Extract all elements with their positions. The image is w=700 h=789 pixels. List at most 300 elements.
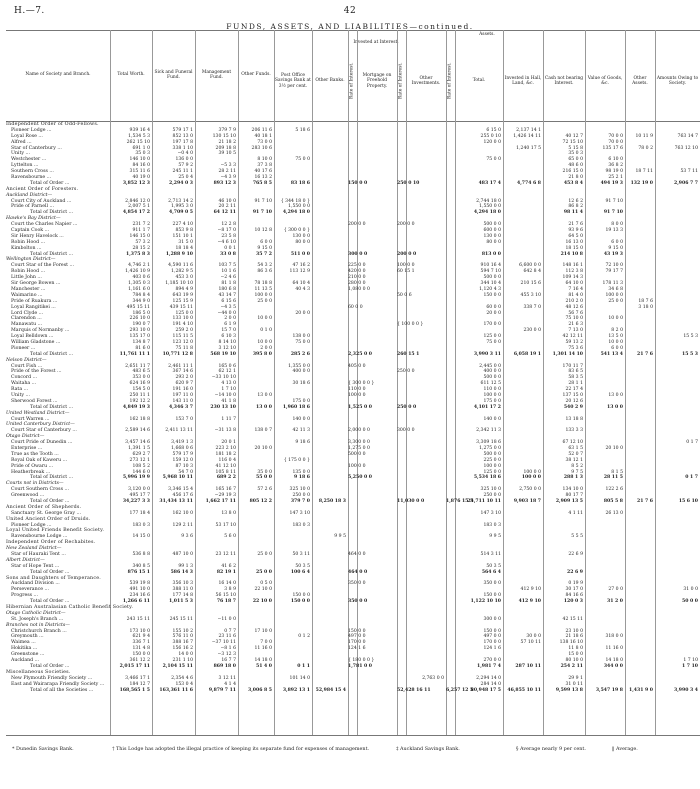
table-body [6,122,700,734]
table-cell: 200 0 0 [397,251,417,257]
table-cell: 9,903 18 7 [513,499,541,504]
table-cell: 178 11 3 [602,281,623,287]
table-cell: 344 10 4 [480,281,501,287]
col-header-mortgage: Mortgage on Freehold Property. [362,72,392,89]
row-name: Court Star of the Forest ... [11,263,74,269]
table-cell: 1,550 0 0 [479,204,501,210]
row-name: Royal Oak of Kaweru ... [11,457,68,463]
row-name: Auckland Division ... [11,581,60,587]
table-cell: 4 13 0 [221,381,236,387]
table-cell: 620 9 7 [175,381,193,387]
row-name: Hawke's Bay District— [6,216,61,222]
table-cell: 586 14 3 [170,569,193,575]
table-cell: 168,565 1 5 [119,687,150,693]
table-cell: 70 0 0 [608,133,623,139]
table-bottom-rule [6,735,700,736]
table-cell: 41 12 10 [215,463,236,469]
table-cell: 805 12 2 [249,499,272,504]
table-cell: 35 0 0 [257,469,272,475]
table-cell: 2,445 0 0 [479,363,501,369]
col-header-owing: Amounts Owing to Society. [656,75,699,86]
table-cell: 1,282 9 5 [171,269,193,275]
table-cell: 43 19 3 [603,251,623,257]
table-cell: 225 0 0 [483,457,501,463]
rate-other-label: Rate of Interest. [447,62,453,100]
table-cell: 165 16 7 [215,487,236,493]
table-cell: 6 15 6 [221,298,236,304]
table-cell: 270 0 0 [483,658,501,664]
table-cell: 115 11 5 [172,334,193,340]
table-cell: 9 18 6 [295,440,310,446]
row-name: Greymouth ... [11,634,44,640]
table-cell: 1,120 4 3 [479,286,501,292]
table-cell: 2,909 13 5 [555,499,583,504]
table-cell: 11,761 11 1 [119,351,150,357]
table-cell: 197 17 8 [172,139,193,145]
table-cell: 129 2 11 [172,522,193,528]
table-cell: 75 10 0 [565,316,583,322]
table-cell: 5,534 18 6 [473,475,501,481]
table-cell: −14 10 0 [214,392,236,398]
table-cell: 125 0 0 [483,334,501,340]
table-cell: 4,346 3 7 [169,404,193,410]
table-cell: 57 2 6 [257,487,272,493]
table-cell: 31,434 13 11 [159,499,193,504]
table-cell: 642 8 4 [523,269,541,275]
row-name: Pioneer Lodge ... [11,127,52,133]
table-cell: 3,990 3 4 [674,687,698,693]
table-cell: 91 7 10 [254,198,272,204]
table-cell: 1,301 14 10 [552,351,583,357]
table-cell: 100 0 0 [605,292,623,298]
table-cell: 47 16 2 [292,263,310,269]
table-cell: 86 8 2 [568,204,583,210]
table-cell: 144 6 0 [132,469,150,475]
table-cell: 120 0 3 [563,599,583,605]
col-header-sick-funeral: Sick and Funeral Fund. [154,69,193,80]
table-cell: 98 11 4 [563,210,583,216]
table-cell: 6 0 0 [611,239,623,245]
table-cell: 60 0 0 [486,304,501,310]
table-cell: 197 11 0 [172,392,193,398]
table-cell: 138 16 10 [559,640,583,646]
table-cell: 283 10 6 [251,145,272,151]
table-cell: 18 7 6 [638,298,653,304]
row-name: Independent Order of Rechabites. [6,540,96,546]
table-cell: 234 16 6 [129,593,150,599]
row-name: Total of District ... [30,210,74,216]
table-cell: 18 15 0 [565,245,583,251]
table-cell: 64 12 11 [213,210,236,216]
rate-banks-label: Rate of Interest. [349,62,355,100]
table-cell: 13 18 8 [565,416,583,422]
table-cell: 9 7 5 [571,469,583,475]
table-cell: 495 15 11 [126,304,150,310]
table-cell: 1,550 0 0 [288,204,310,210]
table-cell: 514 3 11 [480,552,501,558]
table-cell: 356 10 3 [172,581,193,587]
table-cell: 15 5 3 [683,334,698,340]
table-cell: 564 6 4 [481,569,501,575]
table-cell: −31 13 8 [214,428,236,434]
table-cell: 34,227 3 3 [122,499,150,504]
table-cell: 0 19 9 [568,581,583,587]
col-header-cash: Cash not bearing Interest. [544,75,584,86]
table-cell: 500 0 0 [348,451,366,457]
table-cell: 2,651 11 7 [125,363,150,369]
table-cell: 576 11 0 [172,634,193,640]
table-cell: 1 11 7 [221,416,236,422]
table-cell: 9,879 7 11 [208,687,236,693]
table-cell: 6 1 9 [224,322,236,328]
table-cell: 500 0 0 [483,451,501,457]
table-cell: 31 2 0 [607,599,623,605]
table-cell: 57 10 11 [520,640,541,646]
table-cell: 8 5 2 [571,463,583,469]
table-cell: 147 3 10 [289,510,310,516]
table-cell: 1 7 10 [683,658,698,664]
row-name: Manawatu ... [11,322,43,328]
table-cell: 135 0 0 [292,469,310,475]
table-cell: 227 4 10 [172,222,193,228]
table-cell: 21 6 3 [568,322,583,328]
table-cell: −4 3 9 [220,175,236,181]
table-cell: −8 17 0 [217,228,236,234]
table-cell: 4,849 19 3 [122,404,150,410]
table-cell: 78 18 8 [254,281,272,287]
table-cell: 500 0 0 [483,375,501,381]
row-name: Star of Hauraki Tent ... [11,552,66,558]
table-cell: 225 0 0 [348,263,366,269]
table-cell: 40 12 7 [565,133,583,139]
table-cell: 259 2 0 [175,328,193,334]
row-name: Albert District— [6,557,45,563]
table-cell: 91 7 10 [252,210,272,216]
table-cell: 124 1 6 [483,646,501,652]
table-cell: 130 15 10 [212,133,236,139]
table-cell: 40 19 0 [132,175,150,181]
table-cell: 200 0 0 [348,222,366,228]
table-cell: 125 15 9 [172,298,193,304]
table-cell: 31 5 0 [178,239,193,245]
table-cell: 4,746 2 1 [128,263,150,269]
col-header-other-assets: Other Assets. [632,75,648,86]
row-name: Pride of Owaru ... [11,463,54,469]
row-name: Sons and Daughters of Temperance. [6,575,102,581]
table-cell: 325 10 0 [480,487,501,493]
row-name: Waitaha ... [11,381,37,387]
table-cell: 23 12 11 [215,552,236,558]
table-cell: 170 0 0 [348,640,366,646]
table-cell: 3,346 15 4 [168,487,193,493]
table-cell: 0 1 0 [260,328,272,334]
table-cell: 110 0 0 [483,387,501,393]
table-cell: 54 3 2 [257,263,272,269]
table-cell: 262 15 10 [126,139,150,145]
col-header-rate-banks [348,42,357,120]
table-cell: 568 19 10 [210,351,236,357]
table-cell: 138 0 0 [292,334,310,340]
table-cell: 0 1 1 [297,663,310,669]
total-row [6,688,700,694]
table-cell: 403 0 6 [132,275,150,281]
table-cell: 146 10 0 [129,157,150,163]
table-cell: 50 0 0 [682,599,698,605]
table-cell: 15 5 3 [682,351,698,357]
table-cell: 1,668 0 6 [171,445,193,451]
table-cell: 1,305 0 3 [128,281,150,287]
table-cell: 230 0 0 [523,328,541,334]
table-cell: 134 10 0 [562,487,583,493]
table-cell: 25 0 0 [257,552,272,558]
table-cell: 56 7 6 [568,310,583,316]
table-cell: { 180 0 0 } [348,658,375,664]
table-cell: { 175 0 0 } [283,457,310,463]
table-cell: 140 0 0 [483,416,501,422]
table-cell: 23 5 8 [221,233,236,239]
table-cell: 16 14 0 [218,581,236,587]
table-cell: 5 6 0 [224,534,236,540]
table-cell: 30 0 0 [526,634,541,640]
table-cell: 4 1 11 [568,510,583,516]
table-cell: 75 11 8 [175,345,193,351]
row-name: St. Joseph's Branch ... [11,616,64,622]
table-cell: 10 0 0 [257,316,272,322]
table-cell: 10 1 6 [221,269,236,275]
table-cell: 338 7 0 [523,304,541,310]
row-name: Sir Henry Havelock ... [11,233,64,239]
table-cell: 12 6 2 [568,198,583,204]
table-cell: 223 2 10 [215,445,236,451]
row-name: Progress ... [11,593,39,599]
row-name: Alfred ... [11,139,32,145]
table-cell: 30 18 6 [292,381,310,387]
table-cell: 6 10 3 [221,334,236,340]
table-cell: 46,855 10 11 [507,687,541,693]
table-cell: 137 15 0 [562,392,583,398]
table-cell: 285 2 6 [290,351,310,357]
table-cell: 40 4 3 [295,286,310,292]
table-cell: 1,122 10 10 [470,599,501,605]
table-cell: 0 7 7 [224,628,236,634]
table-cell: 869 18 0 [213,663,236,669]
table-cell: 98 19 0 [605,169,623,175]
table-cell: 192 12 2 [129,398,150,404]
table-cell: 14 15 0 [132,534,150,540]
col-header-rate-other [446,42,455,120]
table-cell: 41 1 8 [221,398,236,404]
table-cell: 7 16 4 [568,286,583,292]
table-cell: 600 0 0 [483,228,501,234]
table-cell: −8 1 6 [220,646,236,652]
table-cell: 100 0 0 [483,463,501,469]
table-cell: 23 11 6 [218,634,236,640]
row-name: Waimarino ... [11,292,43,298]
row-name: Kimbolton ... [11,245,42,251]
table-cell: 135 17 6 [602,145,623,151]
footnote-3: ‡ Auckland Savings Bank. [396,746,460,752]
table-cell: 55 0 0 [256,475,272,481]
row-name: Sir George Bowen ... [11,281,61,287]
table-cell: 2,137 14 1 [516,127,541,133]
table-cell: 20 0 1 [221,440,236,446]
table-cell: 150 0 0 [132,652,150,658]
table-cell: 21 7 6 [637,499,653,504]
table-cell: 183 0 3 [132,522,150,528]
table-cell: 3,309 18 6 [476,440,501,446]
table-cell: 250 0 0 [397,404,417,410]
table-cell: 288 1 3 [563,475,583,481]
table-cell: 10 0 0 [608,316,623,322]
table-cell: 4,294 18 0 [473,210,501,216]
table-cell: 388 16 7 [172,640,193,646]
table-cell: 250 11 1 [129,392,150,398]
table-cell: 1,185 10 10 [165,281,193,287]
table-cell: 48 6 0 [568,163,583,169]
table-cell: 116 0 4 [218,457,236,463]
table-cell: { 100 0 0 } [397,322,424,328]
table-cell: 210 0 0 [348,275,366,281]
table-cell: 1,080 0 0 [348,286,370,292]
row-name: Ancient Order of Foresters. [6,186,79,192]
table-cell: 53 17 10 [215,522,236,528]
table-cell: 260 15 1 [397,351,420,357]
table-cell: 20 2 11 [218,204,236,210]
table-cell: 255 0 10 [480,133,501,139]
table-cell: 191 4 10 [172,322,193,328]
table-cell: 130 0 0 [292,233,310,239]
table-cell: 1,161 6 0 [128,286,150,292]
table-cell: 400 0 0 [292,369,310,375]
table-cell: 245 15 11 [169,616,193,622]
table-cell: 50 3 5 [486,563,501,569]
table-cell: −2 4 6 [220,275,236,281]
table-cell: 31 0 0 [683,587,698,593]
table-cell: 35 0 3 [568,151,583,157]
table-cell: 130 0 0 [483,233,501,239]
table-cell: 3,892 13 1 [282,687,310,693]
table-cell: 112 3 8 [565,269,583,275]
footnotes [0,744,700,758]
table-cell: 497 0 0 [348,634,366,640]
col-header-rate-mortgage [397,42,406,120]
table-cell: 10 0 0 [257,339,272,345]
table-cell: 100 0 0 [254,292,272,298]
table-cell: 108 5 2 [132,463,150,469]
table-cell: 455 3 10 [520,292,541,298]
table-cell: 210 15 6 [520,281,541,287]
table-cell: 500 0 0 [483,275,501,281]
table-cell: 186 5 0 [132,310,150,316]
table-cell: 150 0 0 [348,628,366,634]
row-name: Marquis of Normanby ... [11,328,70,334]
table-cell: 2,294 14 0 [476,675,501,681]
table-cell: 67 12 10 [562,440,583,446]
row-name: Total of District ... [30,404,74,410]
table-cell: 22 6 9 [567,569,583,575]
table-cell: 5,250 0 0 [348,475,372,481]
row-name: Star of Canterbury ... [11,145,62,151]
table-cell: 21 18 6 [565,634,583,640]
table-cell: 344 0 0 [603,663,623,669]
table-cell: 412 9 10 [520,587,541,593]
table-cell: 293 10 0 [129,328,150,334]
table-cell: 273 12 1 [129,457,150,463]
table-cell: 155 10 2 [172,628,193,634]
row-name: Loyal United Friends Benefit Society. [6,528,105,534]
table-cell: 16 13 2 [254,175,272,181]
table-cell: 412 9 10 [518,599,541,605]
table-cell: { 300 0 0 } [348,381,375,387]
table-cell: 91 7 10 [603,210,623,216]
table-cell: 20 0 0 [295,310,310,316]
table-cell: −0 4 0 [177,151,193,157]
table-cell: 75 0 0 [486,157,501,163]
table-cell: 64 10 4 [292,281,310,287]
table-cell: −4 6 10 [217,239,236,245]
table-cell: 24,711 10 11 [467,499,501,504]
col-header-total-worth: Total Worth. [117,72,145,78]
table-cell: 243 15 11 [126,616,150,622]
row-name: Lyttelton ... [11,163,39,169]
table-cell: 151 10 1 [172,233,193,239]
table-cell: 876 15 1 [127,569,150,575]
table-cell: 405 0 0 [348,363,366,369]
row-name: Hokitika ... [11,646,38,652]
table-cell: 83 6 5 [568,369,583,375]
table-cell: 325 10 0 [289,487,310,493]
table-cell: 25 0 0 [257,298,272,304]
table-cell: 250 0 0 [397,369,415,375]
table-cell: 100 0 0 [348,392,366,398]
table-cell: 25 2 1 [608,175,623,181]
table-cell: 113 12 9 [289,269,310,275]
table-cell: 594 7 10 [480,269,501,275]
table-cell: 60 0 0 [348,304,363,310]
row-name: Court Star of Canterbury ... [11,428,77,434]
table-cell: 28 1 1 [568,381,583,387]
row-name: Total of Order ... [30,569,70,575]
table-cell: 10,771 12 8 [162,351,193,357]
table-cell: 4,294 18 0 [282,210,310,216]
table-cell: 125 0 0 [175,310,193,316]
footnote-5: ‖ Average. [612,746,638,752]
table-cell: 23 10 0 [565,628,583,634]
table-cell: 25 0 4 [178,175,193,181]
row-name: Court Warren ... [11,416,50,422]
table-cell: 2,750 0 0 [519,487,541,493]
table-cell: 763 14 7 [677,133,698,139]
table-cell: 231 1 10 [172,658,193,664]
table-cell: 9 9 5 [334,534,346,540]
table-cell: 180 6 8 [218,286,236,292]
table-cell: 183 0 3 [483,522,501,528]
table-cell: 230 13 10 [210,404,236,410]
row-name: Otago District— [6,434,45,440]
table-cell: 464 0 0 [348,552,366,558]
table-cell: 3,006 8 5 [248,687,272,693]
table-cell: 173 10 0 [129,628,150,634]
row-name: East and Wairarapa Friendly Society ... [11,681,105,687]
table-cell: 0 1 7 [686,440,698,446]
table-cell: 70 0 0 [608,139,623,145]
table-cell: 15 0 0 [568,652,583,658]
table-cell: 53 7 11 [680,169,698,175]
table-cell: 497 0 0 [483,634,501,640]
table-cell: 250 0 0 [483,493,501,499]
table-cell: 81 1 8 [221,281,236,287]
table-cell: 643 19 9 [172,292,193,298]
